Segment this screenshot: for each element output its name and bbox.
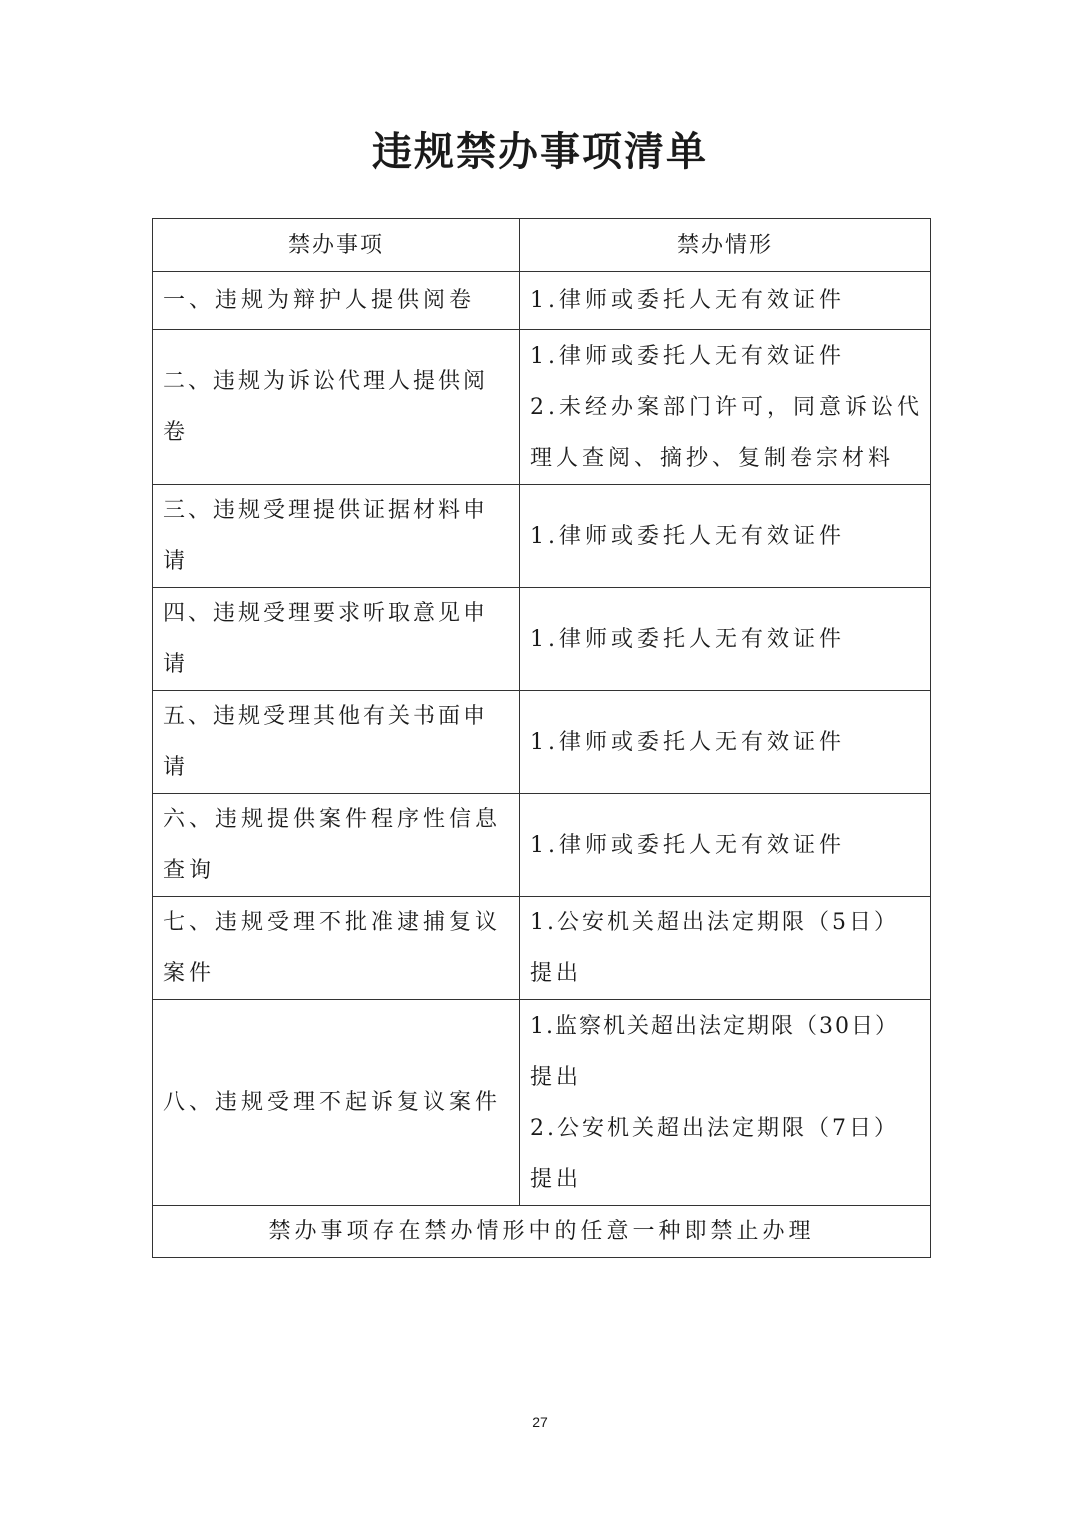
case-cell xyxy=(519,897,930,1000)
item-cell: 六、违规提供案件程序性信息查询 xyxy=(153,794,520,897)
item-cell: 五、违规受理其他有关书面申请 xyxy=(153,691,520,794)
prohibited-items-table xyxy=(152,218,931,1258)
table-row xyxy=(153,897,931,1000)
case-line: 提出 xyxy=(529,1166,582,1192)
page-number: 27 xyxy=(532,1414,548,1430)
case-cell xyxy=(519,691,930,794)
case-line: 1.律师或委托人无有效证件 xyxy=(529,729,845,755)
table-body xyxy=(153,272,931,1206)
item-cell: 四、违规受理要求听取意见申请 xyxy=(153,588,520,691)
case-line: 提出 xyxy=(529,1064,582,1090)
footer-note: 禁办事项存在禁办情形中的任意一种即禁止办理 xyxy=(153,1206,931,1258)
case-cell xyxy=(519,330,930,485)
case-cell xyxy=(519,1000,930,1206)
item-cell: 七、违规受理不批准逮捕复议案件 xyxy=(153,897,520,1000)
case-line: 1.律师或委托人无有效证件 xyxy=(529,343,845,369)
case-line: 1.律师或委托人无有效证件 xyxy=(529,288,845,313)
case-line: 理人查阅、摘抄、复制卷宗材料 xyxy=(529,445,894,471)
table-footer-row xyxy=(153,1206,931,1258)
table-header-row xyxy=(153,219,931,272)
case-line: 1.律师或委托人无有效证件 xyxy=(529,626,845,652)
case-line: 2.公安机关超出法定期限（7日） xyxy=(529,1115,899,1141)
case-line: 1.监察机关超出法定期限（30日） xyxy=(529,1013,899,1039)
case-line: 1.公安机关超出法定期限（5日） xyxy=(529,910,899,935)
case-cell xyxy=(519,588,930,691)
table-row xyxy=(153,485,931,588)
case-line: 1.律师或委托人无有效证件 xyxy=(529,832,845,858)
case-line: 提出 xyxy=(529,961,582,986)
case-line: 1.律师或委托人无有效证件 xyxy=(529,523,845,549)
item-cell: 二、违规为诉讼代理人提供阅卷 xyxy=(153,330,520,485)
case-cell xyxy=(519,485,930,588)
column-header-case: 禁办情形 xyxy=(519,219,930,272)
item-cell: 一、违规为辩护人提供阅卷 xyxy=(153,272,520,330)
table-row xyxy=(153,1000,931,1206)
page-title: 违规禁办事项清单 xyxy=(372,129,708,175)
item-cell: 八、违规受理不起诉复议案件 xyxy=(153,1000,520,1206)
column-header-item: 禁办事项 xyxy=(153,219,520,272)
case-cell xyxy=(519,272,930,330)
table-row xyxy=(153,330,931,485)
table-row xyxy=(153,794,931,897)
case-cell xyxy=(519,794,930,897)
item-cell: 三、违规受理提供证据材料申请 xyxy=(153,485,520,588)
table-row xyxy=(153,588,931,691)
table-row xyxy=(153,691,931,794)
table-row xyxy=(153,272,931,330)
case-line: 2.未经办案部门许可，同意诉讼代 xyxy=(529,394,923,420)
